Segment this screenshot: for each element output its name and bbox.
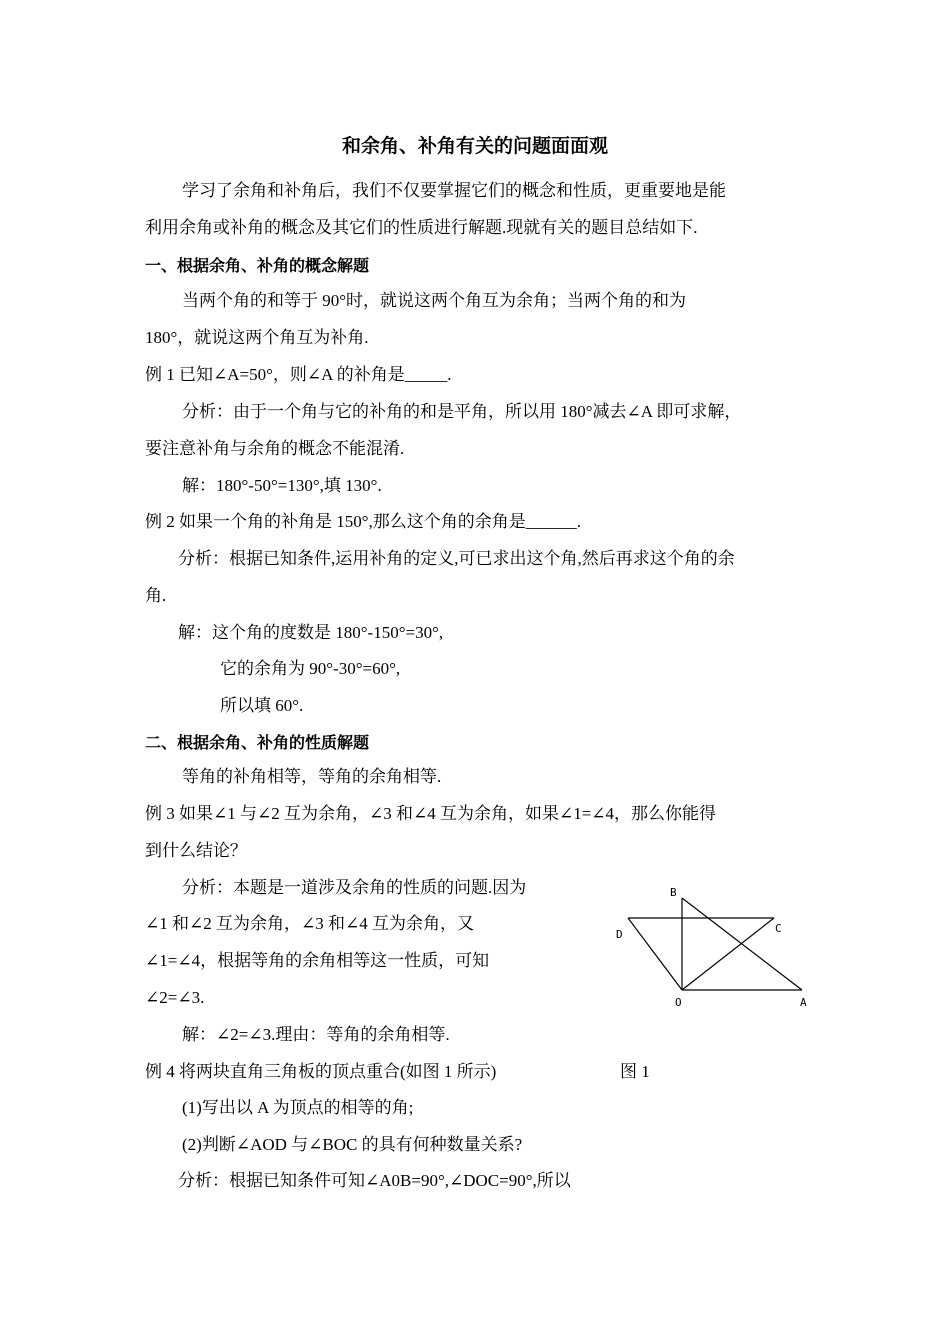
- example4-item-1: (1)写出以 A 为顶点的相等的角;: [182, 1098, 414, 1117]
- example3-question-1: 例 3 如果∠1 与∠2 互为余角，∠3 和∠4 互为余角，如果∠1=∠4，那么你能得: [145, 804, 717, 823]
- label-o: O: [675, 996, 682, 1009]
- example2-analysis-2: 角.: [145, 586, 167, 605]
- section1-heading: 一、根据余角、补角的概念解题: [145, 256, 370, 275]
- example2-solution-1: 解：这个角的度数是 180°-150°=30°,: [178, 623, 444, 642]
- example4-analysis: 分析：根据已知条件可知∠A0B=90°,∠DOC=90°,所以: [178, 1171, 571, 1190]
- example1-analysis-1: 分析：由于一个角与它的补角的和是平角，所以用 180°减去∠A 即可求解，: [182, 402, 742, 421]
- example3-analysis-2: ∠1 和∠2 互为余角，∠3 和∠4 互为余角，又: [145, 914, 474, 933]
- page-title: 和余角、补角有关的问题面面观: [341, 135, 608, 157]
- label-c: C: [775, 922, 782, 935]
- intro-line-2: 利用余角或补角的概念及其它们的性质进行解题.现就有关的题目总结如下.: [145, 218, 698, 237]
- example4-question: 例 4 将两块直角三角板的顶点重合(如图 1 所示): [145, 1062, 497, 1081]
- segment-d-o: [628, 918, 682, 990]
- example1-solution: 解：180°-50°=130°,填 130°.: [182, 476, 382, 495]
- example2-analysis-1: 分析：根据已知条件,运用补角的定义,可已求出这个角,然后再求这个角的余: [178, 549, 735, 568]
- example3-question-2: 到什么结论？: [145, 841, 247, 860]
- label-a: A: [800, 996, 807, 1009]
- example2-question: 例 2 如果一个角的补角是 150°,那么这个角的余角是______.: [145, 512, 582, 531]
- label-d: D: [616, 928, 623, 941]
- label-b: B: [670, 886, 677, 899]
- section2-line-1: 等角的补角相等，等角的余角相等.: [182, 767, 442, 786]
- example1-analysis-2: 要注意补角与余角的概念不能混淆.: [145, 439, 405, 458]
- example3-solution: 解：∠2=∠3.理由：等角的余角相等.: [182, 1025, 450, 1044]
- intro-line-1: 学习了余角和补角后，我们不仅要掌握它们的概念和性质，更重要地是能: [182, 181, 726, 200]
- figure-caption: 图 1: [620, 1062, 650, 1081]
- example2-solution-3: 所以填 60°.: [220, 696, 304, 715]
- geometry-figure: [612, 882, 812, 1012]
- example2-solution-2: 它的余角为 90°-30°=60°,: [220, 659, 401, 678]
- example4-item-2: (2)判断∠AOD 与∠BOC 的具有何种数量关系?: [182, 1135, 523, 1154]
- example3-analysis-3: ∠1=∠4，根据等角的余角相等这一性质，可知: [145, 951, 490, 970]
- section2-heading: 二、根据余角、补角的性质解题: [145, 733, 370, 752]
- example1-question: 例 1 已知∠A=50°，则∠A 的补角是_____.: [145, 365, 452, 384]
- segment-o-c: [682, 918, 774, 990]
- section1-line-1: 当两个角的和等于 90°时，就说这两个角互为余角；当两个角的和为: [182, 291, 687, 310]
- example3-analysis-1: 分析：本题是一道涉及余角的性质的问题.因为: [182, 878, 527, 897]
- example3-analysis-4: ∠2=∠3.: [145, 988, 205, 1007]
- section1-line-2: 180°，就说这两个角互为补角.: [145, 328, 369, 347]
